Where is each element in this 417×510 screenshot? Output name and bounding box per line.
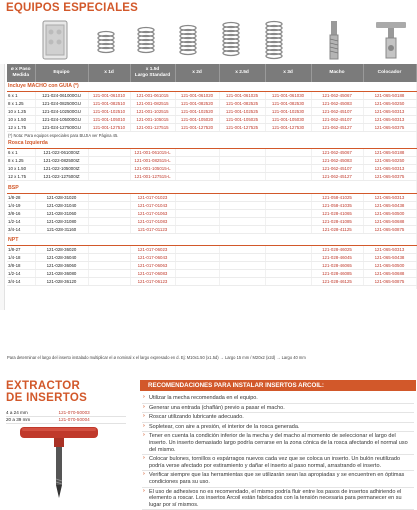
table-cell: 121-028-31080 <box>35 217 88 225</box>
table-cell: 121-001-082515-L <box>130 157 175 165</box>
spec-table <box>7 64 417 289</box>
table-row <box>7 217 416 225</box>
table-cell: 121-062-45127 <box>311 124 363 132</box>
table-cell: 121-001-102520 <box>175 108 219 116</box>
header-2d: x 2d <box>175 64 219 82</box>
table-cell: 12 x 1.75 <box>7 173 35 181</box>
recommendations-list <box>140 391 416 510</box>
table-cell <box>88 157 130 165</box>
table-cell: 8 x 1.25 <box>7 100 35 108</box>
table-cell: 121-028-46125 <box>311 278 363 286</box>
table-row <box>7 254 416 262</box>
extractor-title-line1: EXTRACTOR <box>6 380 81 392</box>
table-row <box>7 193 416 201</box>
table-cell <box>88 209 130 217</box>
section-header <box>7 82 416 92</box>
table-cell: 121-062-45127 <box>311 173 363 181</box>
table-cell <box>219 270 265 278</box>
table-cell: 121-017-01063 <box>130 209 175 217</box>
table-cell: 121-024-082500GU <box>35 100 88 108</box>
table-cell <box>175 246 219 254</box>
table-cell: 121-065-50313 <box>363 108 416 116</box>
table-cell <box>219 254 265 262</box>
table-cell: 121-028-36080 <box>35 270 88 278</box>
table-cell: 121-062-45083 <box>311 157 363 165</box>
insert-coil-image <box>260 20 288 60</box>
table-cell: 8 x 1.25 <box>7 157 35 165</box>
table-cell: 121-024-127500GU <box>35 124 88 132</box>
header-1d: x 1d <box>88 64 130 82</box>
table-row <box>7 157 416 165</box>
table-cell: 121-062-45107 <box>311 116 363 124</box>
section-title: Rosca Izquierda <box>7 139 416 149</box>
table-cell <box>219 262 265 270</box>
table-cell: 121-065-50438 <box>363 201 416 209</box>
table-cell: 121-017-06043 <box>130 254 175 262</box>
table-row <box>6 409 126 416</box>
extractor-title <box>6 380 87 404</box>
table-cell: 121-017-06063 <box>130 262 175 270</box>
table-cell: 121-022-061000IZ <box>35 149 88 157</box>
table-cell: 121-001-105010 <box>88 116 130 124</box>
table-cell <box>88 165 130 173</box>
table-cell <box>175 193 219 201</box>
table-cell <box>265 193 311 201</box>
table-cell: 121-028-36060 <box>35 262 88 270</box>
section-header <box>7 184 416 194</box>
table-row <box>7 100 416 108</box>
table-cell: 121-028-31040 <box>35 201 88 209</box>
header-equipo: Equipo <box>35 64 88 82</box>
table-cell: 121-028-31160 <box>35 225 88 233</box>
table-cell: 121-065-50188 <box>363 149 416 157</box>
table-cell <box>175 217 219 225</box>
header-macho: Macho <box>311 64 363 82</box>
table-cell <box>265 225 311 233</box>
table-cell <box>88 254 130 262</box>
recommendations-panel <box>140 380 416 508</box>
table-cell <box>219 246 265 254</box>
table-cell: 121-001-082530 <box>265 100 311 108</box>
extractor-table <box>6 409 126 424</box>
recommendation-item: › El uso de adhesivos no es recomendado, el mismo podría fluir entre los pasos de insertos adhiriendo el elemento a roscar. Los insertos Arcoil están fabricados con la tensión necesaria para permanecer en su lugar por sí mismos. <box>142 488 414 510</box>
table-cell <box>175 201 219 209</box>
table-cell: 121-001-082515 <box>130 100 175 108</box>
table-cell <box>219 201 265 209</box>
extractor-code: 121-070-50004 <box>59 416 126 423</box>
table-cell <box>88 270 130 278</box>
table-cell: 121-065-50875 <box>363 225 416 233</box>
table-cell: 121-065-50313 <box>363 193 416 201</box>
table-cell: 1/8-27 <box>7 246 35 254</box>
insert-coil-image <box>132 20 160 60</box>
table-cell: 121-028-41085 <box>311 217 363 225</box>
table-cell <box>88 149 130 157</box>
page-title: EQUIPOS ESPECIALES <box>6 2 139 14</box>
table-row <box>7 209 416 217</box>
table-cell <box>88 246 130 254</box>
table-cell: 121-065-50500 <box>363 209 416 217</box>
table-cell: 121-024-102500GU <box>35 108 88 116</box>
kit-case-image <box>42 20 68 60</box>
table-cell <box>175 278 219 286</box>
table-cell <box>88 278 130 286</box>
table-cell <box>88 262 130 270</box>
table-row <box>7 173 416 181</box>
table-cell <box>219 173 265 181</box>
table-cell <box>219 193 265 201</box>
section-title: NPT <box>7 236 416 246</box>
table-cell: 121-028-41125 <box>311 225 363 233</box>
table-cell: 12 x 1.75 <box>7 124 35 132</box>
table-cell <box>219 278 265 286</box>
table-cell: 121-028-31020 <box>35 193 88 201</box>
table-cell: 121-001-061015 <box>130 92 175 100</box>
table-cell: 121-001-127515 <box>130 124 175 132</box>
recommendations-title: RECOMENDACIONES PARA INSTALAR INSERTOS ARCOIL: <box>140 380 416 391</box>
table-cell: 121-022-082500IZ <box>35 157 88 165</box>
table-cell: 121-062-45067 <box>311 149 363 157</box>
extractor-tool-image <box>14 424 114 500</box>
section-note: (*) Nota: Para equipos especiales para BUJIA ver Página 45. <box>7 132 416 140</box>
table-cell: 121-065-50688 <box>363 270 416 278</box>
table-cell: 121-001-105020 <box>175 116 219 124</box>
table-cell: 121-001-082510 <box>88 100 130 108</box>
table-cell: 121-058-41035 <box>311 201 363 209</box>
table-cell: 121-001-061020 <box>175 92 219 100</box>
table-cell <box>265 165 311 173</box>
table-cell <box>175 149 219 157</box>
table-cell: 121-001-082520 <box>175 100 219 108</box>
table-cell: 121-017-01023 <box>130 193 175 201</box>
spacer-cell <box>7 286 416 289</box>
table-cell: 121-017-06023 <box>130 246 175 254</box>
table-cell: 121-001-127510 <box>88 124 130 132</box>
table-cell: 6 x 1 <box>7 149 35 157</box>
side-strip <box>0 64 5 310</box>
header-medida: ø x Paso Medida <box>7 64 35 82</box>
table-cell: 3/8-18 <box>7 262 35 270</box>
table-cell: 121-065-50188 <box>363 92 416 100</box>
table-cell <box>175 209 219 217</box>
table-cell <box>175 157 219 165</box>
table-cell <box>88 173 130 181</box>
table-cell: 3/8-16 <box>7 209 35 217</box>
table-cell <box>175 270 219 278</box>
table-cell: 121-065-50688 <box>363 217 416 225</box>
table-cell <box>265 173 311 181</box>
table-cell <box>88 217 130 225</box>
table-cell: 121-001-061015-L <box>130 149 175 157</box>
insert-coil-image <box>174 20 202 60</box>
extractor-code: 121-070-50003 <box>59 409 126 416</box>
table-cell: 121-001-105030 <box>265 116 311 124</box>
table-row <box>7 278 416 286</box>
table-cell <box>219 149 265 157</box>
header-3d: x 3d <box>265 64 311 82</box>
table-cell <box>175 165 219 173</box>
table-cell: 121-001-127520 <box>175 124 219 132</box>
extractor-size: 4 a 24 mm <box>6 409 59 416</box>
table-cell: 121-065-50313 <box>363 165 416 173</box>
table-cell <box>88 225 130 233</box>
table-cell: 121-065-50875 <box>363 278 416 286</box>
table-row <box>7 201 416 209</box>
table-cell: 121-017-06123 <box>130 278 175 286</box>
table-cell <box>265 254 311 262</box>
table-cell: 3/4-14 <box>7 225 35 233</box>
table-cell: 1/4-18 <box>7 254 35 262</box>
table-row <box>6 416 126 423</box>
recommendation-item: › Verificar siempre que las herramientas que se utilizarán sean las apropiadas y se encuentren en óptimas condiciones para su uso. <box>142 471 414 487</box>
table-cell: 121-017-01043 <box>130 201 175 209</box>
section-title: Incluye MACHO con GUIA (*) <box>7 82 416 92</box>
table-row <box>7 262 416 270</box>
table-cell <box>265 217 311 225</box>
table-cell: 121-001-102530 <box>265 108 311 116</box>
table-cell: 121-022-127500IZ <box>35 173 88 181</box>
section-header <box>7 236 416 246</box>
recommendation-item: › Utilizar la mecha recomendada en el equipo. <box>142 394 414 404</box>
table-cell: 1/2-14 <box>7 270 35 278</box>
table-cell: 121-017-06083 <box>130 270 175 278</box>
section-note-row <box>7 132 416 140</box>
header-colocador: Colocador <box>363 64 416 82</box>
table-row <box>7 225 416 233</box>
section-title: BSP <box>7 184 416 194</box>
table-cell: 121-001-105015 <box>130 116 175 124</box>
recommendation-item: › Tener en cuenta la condición inferior de la mecha y del macho al momento de seleccionar el largo del inserto. Un inserto demasiado largo podría cerrarse en la zona cónica de la rosca afectando el normal uso del mismo. <box>142 432 414 455</box>
table-cell: 121-062-45067 <box>311 92 363 100</box>
installer-tool-image <box>374 20 408 62</box>
recommendation-item: › Sopletear, con aire a presión, el interior de la rosca generada. <box>142 423 414 433</box>
table-cell: 121-065-50500 <box>363 262 416 270</box>
table-cell: 121-028-31060 <box>35 209 88 217</box>
length-footnote: Para determinar el largo del inserto instalado multiplicar el ø nominal x el largo expresado en d. Ej: M10x1.50 (x1.5d) → Largo 15 mm / M20x2 (x2d) → Largo 40 mm <box>7 355 306 360</box>
table-row <box>7 108 416 116</box>
table-cell: 121-001-082525 <box>219 100 265 108</box>
table-cell: 121-001-061030 <box>265 92 311 100</box>
table-cell: 121-001-105025 <box>219 116 265 124</box>
table-cell <box>88 201 130 209</box>
table-cell <box>219 225 265 233</box>
table-cell: 10 x 1.50 <box>7 116 35 124</box>
table-cell <box>219 217 265 225</box>
recommendation-item: › Roscar utilizando lubricante adecuado. <box>142 413 414 423</box>
table-row <box>7 92 416 100</box>
table-cell: 121-065-50438 <box>363 254 416 262</box>
table-row <box>7 165 416 173</box>
table-cell <box>175 254 219 262</box>
table-row <box>7 270 416 278</box>
table-cell <box>175 262 219 270</box>
table-cell: 121-022-105000IZ <box>35 165 88 173</box>
table-cell: 121-001-127525 <box>219 124 265 132</box>
header-product-images <box>52 18 416 62</box>
table-cell: 1/8-28 <box>7 193 35 201</box>
table-cell: 121-028-36120 <box>35 278 88 286</box>
table-cell: 121-001-127530 <box>265 124 311 132</box>
recommendation-item: › Generar una entrada (chaflán) previo a pasar el macho. <box>142 404 414 414</box>
extractor-size: 20 a 39 mm <box>6 416 59 423</box>
table-cell: 121-065-50375 <box>363 173 416 181</box>
table-cell <box>265 262 311 270</box>
table-cell: 121-001-105015-L <box>130 165 175 173</box>
table-header-row <box>7 64 416 82</box>
table-cell <box>265 278 311 286</box>
table-cell: 1/2-14 <box>7 217 35 225</box>
table-cell: 121-024-105000GU <box>35 116 88 124</box>
table-cell <box>219 165 265 173</box>
table-cell: 121-062-45107 <box>311 108 363 116</box>
table-cell <box>219 157 265 165</box>
table-cell: 121-017-01083 <box>130 217 175 225</box>
table-cell: 121-028-46045 <box>311 254 363 262</box>
table-row <box>7 124 416 132</box>
table-cell: 121-062-45083 <box>311 100 363 108</box>
table-cell: 121-065-50250 <box>363 100 416 108</box>
tap-image <box>324 20 344 62</box>
table-row <box>7 149 416 157</box>
recommendation-item: › Colocar bulones, tornillos o espárragos nuevos cada vez que se coloca un inserto. Un bulón reutilizado podría verse afectado por estiramiento y dañar el inserto al paso normal, arrastrando el inserto. <box>142 455 414 471</box>
table-cell <box>265 201 311 209</box>
header-2-5d: x 2.5d <box>219 64 265 82</box>
section-header <box>7 139 416 149</box>
table-cell: 121-001-102525 <box>219 108 265 116</box>
table-row <box>7 116 416 124</box>
insert-coil-image <box>92 20 120 60</box>
table-cell: 121-001-127515-L <box>130 173 175 181</box>
table-cell <box>175 225 219 233</box>
table-cell: 10 x 1.25 <box>7 108 35 116</box>
table-cell: 121-028-41065 <box>311 209 363 217</box>
table-cell <box>265 157 311 165</box>
table-cell: 121-028-46025 <box>311 246 363 254</box>
spacer-row <box>7 286 416 289</box>
table-cell <box>265 209 311 217</box>
table-cell: 10 x 1.50 <box>7 165 35 173</box>
table-cell: 1/4-19 <box>7 201 35 209</box>
table-cell: 121-001-061025 <box>219 92 265 100</box>
table-cell: 121-001-102510 <box>88 108 130 116</box>
table-cell: 121-065-50375 <box>363 124 416 132</box>
table-cell: 121-001-102515 <box>130 108 175 116</box>
extractor-title-line2: DE INSERTOS <box>6 392 88 404</box>
table-cell <box>219 209 265 217</box>
table-cell <box>265 246 311 254</box>
table-cell <box>88 193 130 201</box>
table-cell: 121-062-45107 <box>311 165 363 173</box>
table-cell: 121-065-50250 <box>363 157 416 165</box>
table-cell: 121-028-36040 <box>35 254 88 262</box>
table-cell: 121-001-061010 <box>88 92 130 100</box>
header-1-5d: x 1.5d Largo Standard <box>130 64 175 82</box>
table-cell <box>265 270 311 278</box>
table-cell <box>175 173 219 181</box>
table-cell: 121-028-46085 <box>311 270 363 278</box>
table-cell: 121-028-46065 <box>311 262 363 270</box>
table-cell: 121-017-01123 <box>130 225 175 233</box>
table-cell <box>265 149 311 157</box>
table-cell: 121-028-36020 <box>35 246 88 254</box>
insert-coil-image <box>217 20 245 60</box>
table-cell: 121-024-061000GU <box>35 92 88 100</box>
table-cell: 3/4-14 <box>7 278 35 286</box>
table-cell: 121-065-50313 <box>363 246 416 254</box>
table-cell: 121-058-41025 <box>311 193 363 201</box>
table-row <box>7 246 416 254</box>
table-cell: 121-065-50313 <box>363 116 416 124</box>
table-cell: 6 x 1 <box>7 92 35 100</box>
